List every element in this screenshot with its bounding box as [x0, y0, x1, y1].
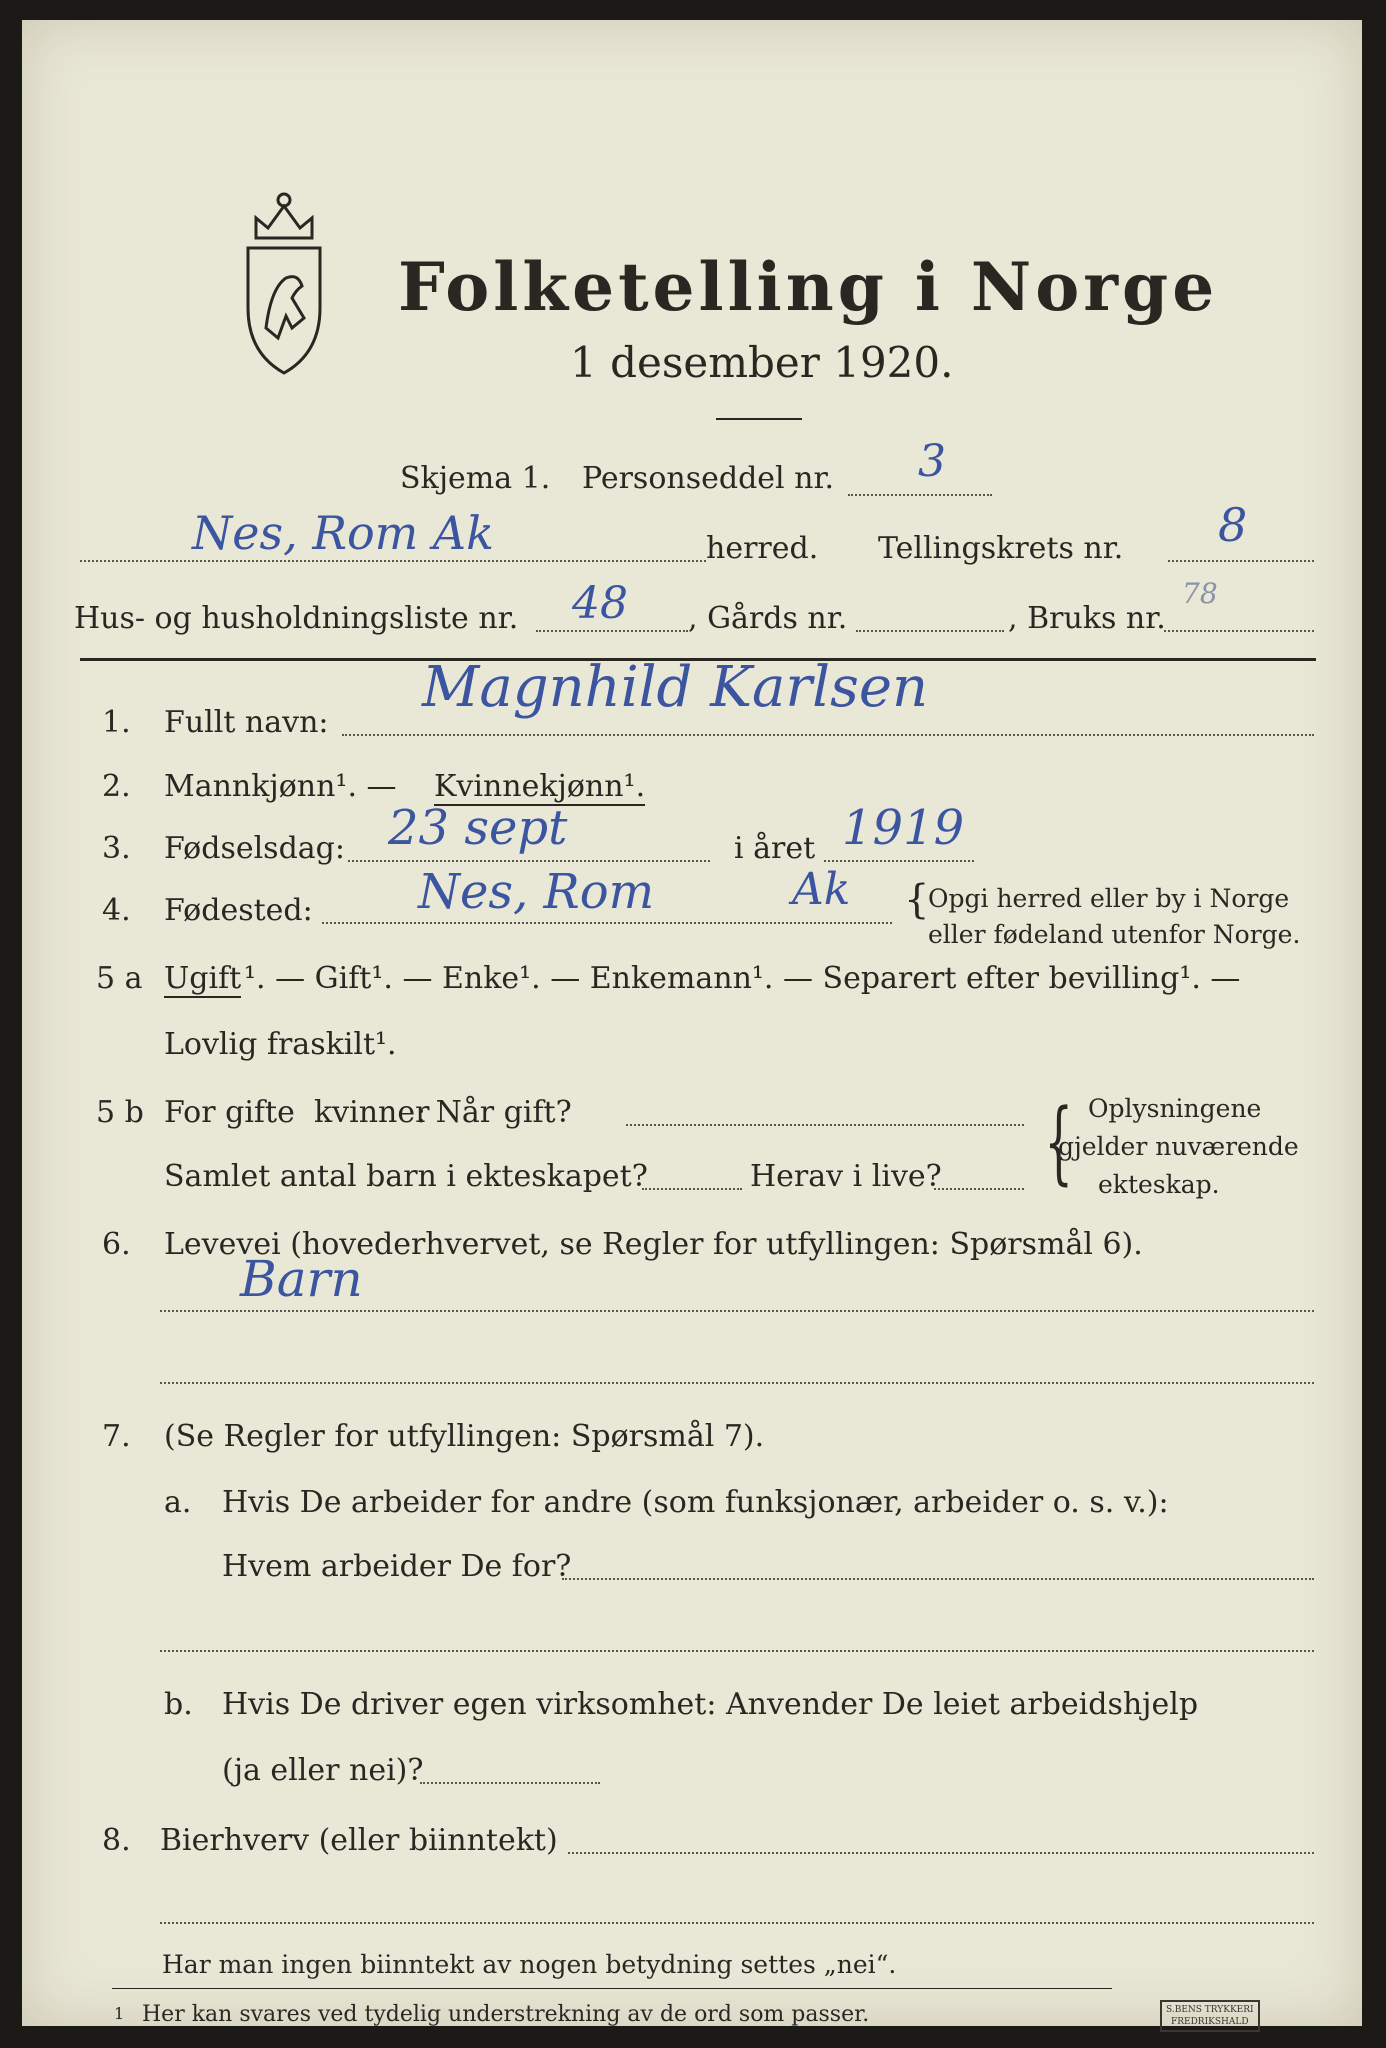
personseddel-line — [848, 494, 992, 496]
printer-stamp-line-1: S.BENS TRYKKERI — [1166, 2005, 1254, 2015]
title-divider — [716, 418, 802, 420]
q7a-line-2 — [160, 1650, 1314, 1652]
occupation-value[interactable]: Barn — [240, 1250, 363, 1308]
q5a-line2[interactable]: Lovlig fraskilt¹. — [164, 1027, 397, 1062]
q5b-number: 5 b — [96, 1095, 144, 1130]
q5a-other-options[interactable]: ¹. — Gift¹. — Enke¹. — Enkemann¹. — Separert efter bevilling¹. — — [244, 961, 1241, 996]
herred-value[interactable]: Nes, Rom Ak — [192, 506, 494, 560]
q5b-alive-label: Herav i live? — [750, 1159, 942, 1194]
personseddel-label: Personseddel nr. — [582, 461, 835, 496]
birthplace-value[interactable]: Nes, Rom — [418, 864, 655, 920]
printer-stamp-line-2: FREDRIKSHALD — [1171, 2017, 1249, 2027]
herred-line — [80, 560, 706, 562]
q3-year-label: i året — [734, 831, 816, 866]
q5b-label: For gifte — [164, 1095, 295, 1130]
q7b-number: b. — [164, 1687, 193, 1722]
q3-line — [348, 860, 710, 862]
q5b-married-line — [626, 1124, 1024, 1126]
census-date: 1 desember 1920. — [570, 338, 954, 387]
q7-label: (Se Regler for utfyllingen: Spørsmål 7). — [164, 1419, 765, 1454]
q3-label: Fødselsdag: — [164, 831, 345, 866]
q6-line-2 — [160, 1382, 1314, 1384]
birthplace-value-suffix: Ak — [792, 864, 851, 915]
census-form-page — [22, 20, 1362, 2026]
skjema-label: Skjema 1. — [400, 461, 551, 496]
q6-line-1 — [160, 1310, 1314, 1312]
q7a-label-2: Hvem arbeider De for? — [222, 1549, 572, 1584]
q7a-label: Hvis De arbeider for andre (som funksjonær, arbeider o. s. v.): — [222, 1485, 1169, 1520]
q7b-label-2-pos: (ja eller nei)? — [222, 1753, 424, 1788]
gards-line — [856, 630, 1004, 632]
q5b-children-line — [642, 1188, 742, 1190]
tellingskrets-note: 78 — [1182, 577, 1218, 610]
birthdate-value[interactable]: 23 sept — [388, 800, 568, 856]
tellingskrets-value[interactable]: 8 — [1218, 498, 1248, 552]
q4-note-2: eller fødeland utenfor Norge. — [928, 920, 1301, 949]
q5b-note-2: gjelder nuværende — [1058, 1132, 1299, 1161]
tellingskrets-line — [1168, 560, 1314, 562]
q5b-alive-line — [934, 1188, 1024, 1190]
q8-label: Bierhverv (eller biinntekt) — [160, 1823, 558, 1858]
q4-note-1: Opgi herred eller by i Norge — [928, 884, 1290, 913]
q1-label: Fullt navn: — [164, 705, 329, 740]
q5b-children-label: Samlet antal barn i ekteskapet? — [164, 1159, 648, 1194]
q4-line — [322, 922, 892, 924]
hus-value[interactable]: 48 — [572, 578, 628, 629]
hus-line — [536, 630, 688, 632]
printer-stamp — [1160, 2000, 1260, 2032]
q7-number: 7. — [102, 1419, 131, 1454]
footer-note: Har man ingen biinntekt av nogen betydning settes „nei“. — [162, 1950, 897, 1979]
q5b-brace: { — [1044, 1090, 1073, 1195]
bruks-label: , Bruks nr. — [1008, 601, 1166, 636]
q2-female-option[interactable]: Kvinnekjønn¹. — [434, 769, 646, 804]
q8-line-2 — [160, 1922, 1314, 1924]
q3-number: 3. — [102, 831, 131, 866]
personseddel-value[interactable]: 3 — [918, 436, 946, 487]
tellingskrets-label: Tellingskrets nr. — [878, 531, 1124, 566]
q8-number: 8. — [102, 1823, 131, 1858]
q5b-kvinner: kvinner — [314, 1095, 430, 1130]
birth-year-value[interactable]: 1919 — [842, 800, 965, 856]
q2-male-option[interactable]: Mannkjønn¹. — — [164, 769, 397, 804]
q1-number: 1. — [102, 705, 131, 740]
q5b-note-3: ekteskap. — [1098, 1170, 1220, 1199]
q4-brace: { — [904, 877, 930, 923]
footer-divider — [112, 1988, 1112, 1989]
q5b-label-2: : Når gift? — [416, 1095, 572, 1130]
herred-label: herred. — [706, 531, 819, 566]
full-name-value[interactable]: Magnhild Karlsen — [422, 655, 929, 720]
q3-year-line — [824, 860, 974, 862]
form-title: Folketelling i Norge — [398, 248, 1219, 326]
q4-number: 4. — [102, 893, 131, 928]
q7b-line — [420, 1782, 600, 1784]
q4-label: Fødested: — [164, 893, 313, 928]
q1-line — [342, 734, 1314, 736]
norwegian-coat-of-arms-icon — [226, 178, 342, 378]
footnote-mark: 1 — [114, 2004, 125, 2023]
q5a-ugift-option[interactable]: Ugift — [164, 961, 242, 996]
q6-number: 6. — [102, 1227, 131, 1262]
q8-line-1 — [568, 1852, 1314, 1854]
q7b-label: Hvis De driver egen virksomhet: Anvender De leiet arbeidshjelp — [222, 1687, 1199, 1722]
bruks-line — [1164, 630, 1314, 632]
q5a-number: 5 a — [96, 961, 143, 996]
q7a-number: a. — [164, 1485, 192, 1520]
footnote-text: Her kan svares ved tydelig understrekning av de ord som passer. — [142, 2002, 870, 2027]
hus-label: Hus- og husholdningsliste nr. — [74, 601, 519, 636]
q2-number: 2. — [102, 769, 131, 804]
q7a-line-1 — [562, 1578, 1314, 1580]
q6-label: Levevei (hovederhvervet, se Regler for utfyllingen: Spørsmål 6). — [164, 1227, 1143, 1262]
q5b-note-1: Oplysningene — [1088, 1094, 1262, 1123]
gards-label: , Gårds nr. — [688, 601, 848, 636]
